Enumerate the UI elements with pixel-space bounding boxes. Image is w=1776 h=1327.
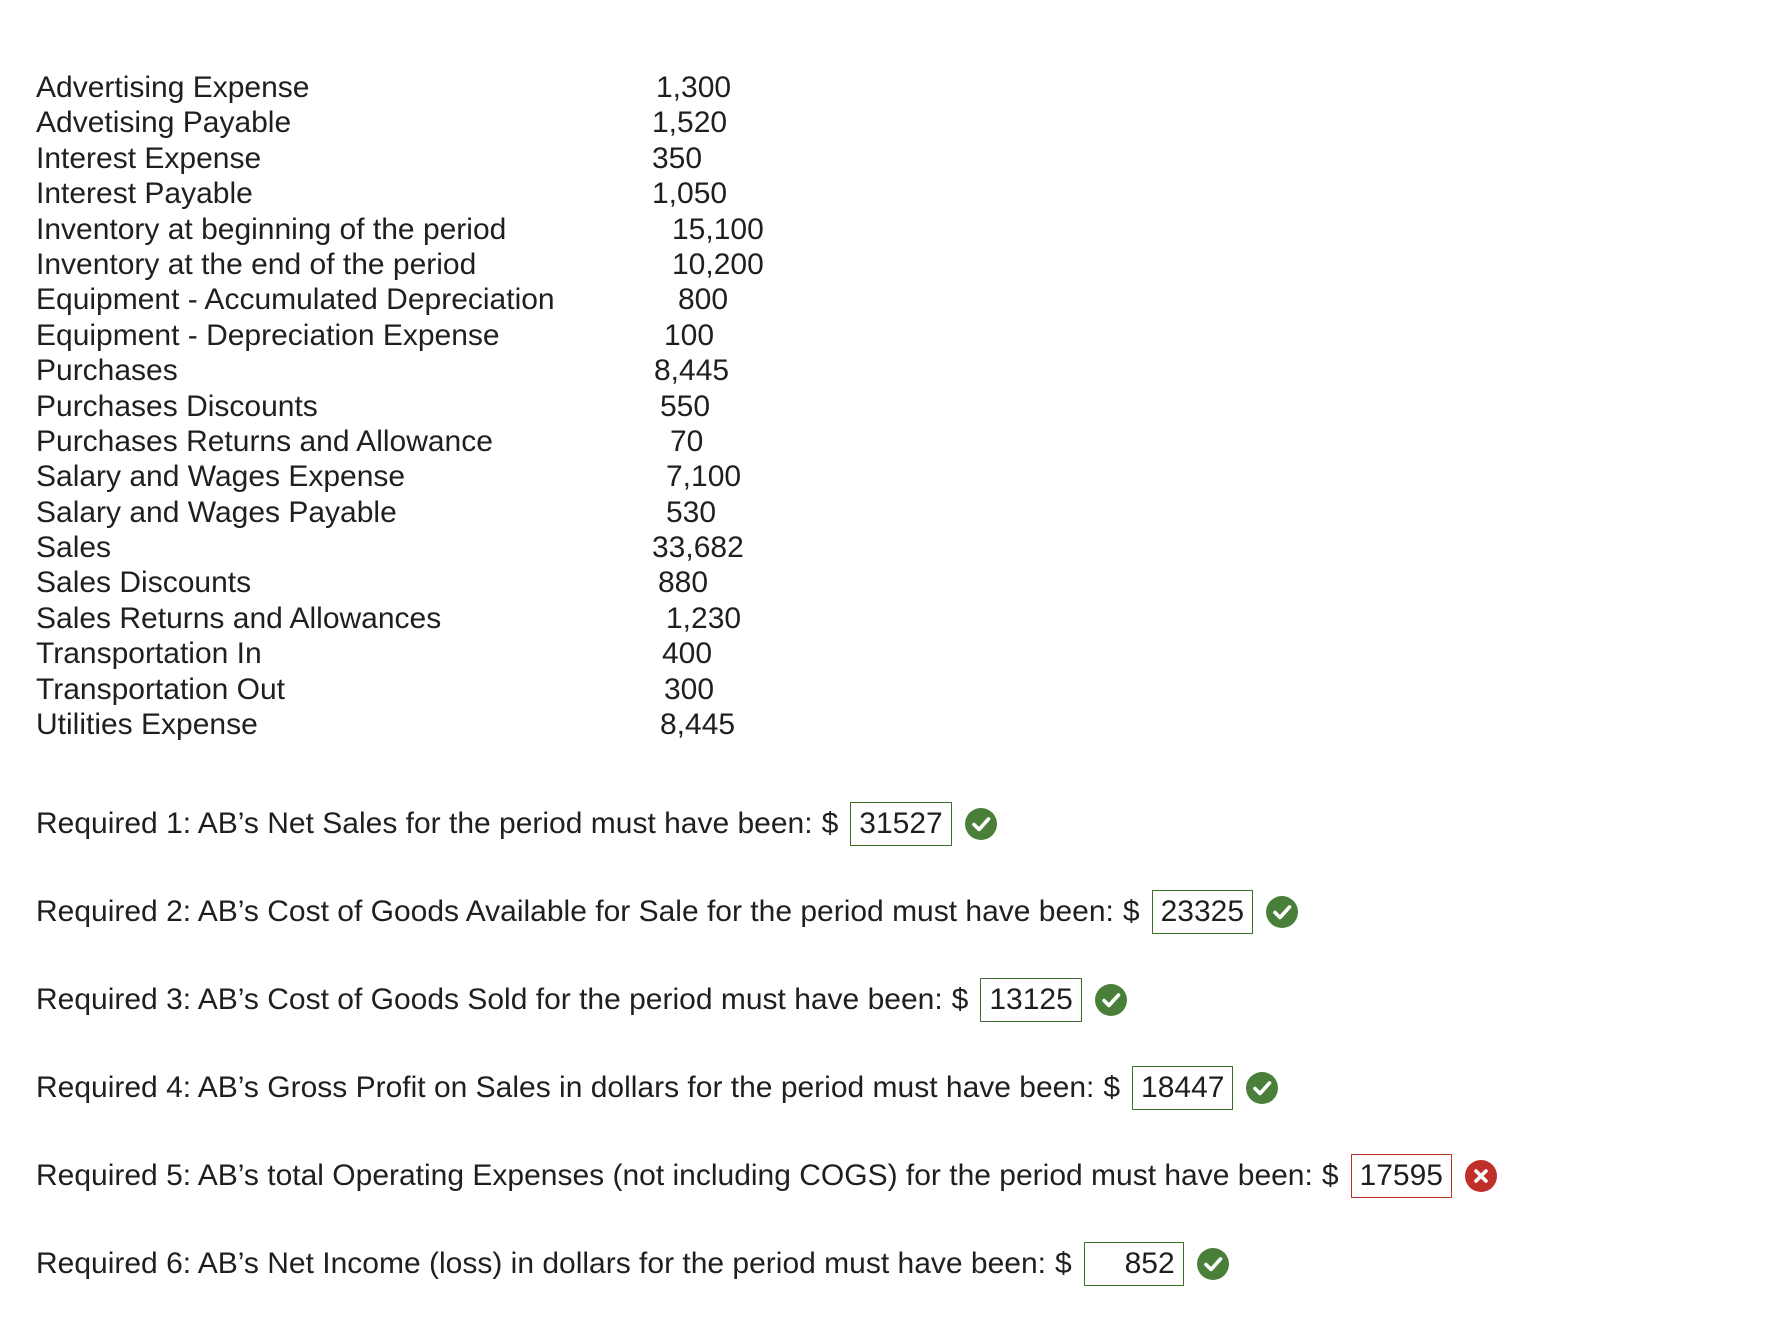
answer-input[interactable]: 852 xyxy=(1084,1242,1184,1286)
question-text: Required 5: AB’s total Operating Expenses (not including COGS) for the period must have been: xyxy=(36,1159,1313,1192)
check-circle-icon xyxy=(964,807,998,841)
question-text: Required 1: AB’s Net Sales for the period must have been: xyxy=(36,807,813,840)
check-circle-icon xyxy=(1265,895,1299,929)
answer-input[interactable]: 31527 xyxy=(850,802,951,846)
account-row xyxy=(36,565,796,600)
account-name: Advetising Payable xyxy=(36,106,292,140)
account-row xyxy=(36,247,796,282)
question-row-6 xyxy=(36,1220,1736,1308)
account-name: Transportation In xyxy=(36,637,262,671)
answer-input[interactable]: 17595 xyxy=(1351,1154,1452,1198)
account-name: Purchases xyxy=(36,354,178,388)
answer-input[interactable]: 13125 xyxy=(980,978,1081,1022)
account-amount: 350 xyxy=(652,141,703,175)
account-amount: 1,520 xyxy=(652,106,728,140)
account-list xyxy=(36,70,796,742)
account-row xyxy=(36,424,796,459)
account-row xyxy=(36,530,796,565)
account-name: Equipment - Depreciation Expense xyxy=(36,318,500,352)
question-row-4 xyxy=(36,1044,1736,1132)
account-row xyxy=(36,176,796,211)
account-name: Interest Payable xyxy=(36,177,253,211)
account-name: Advertising Expense xyxy=(36,71,310,104)
currency-symbol: $ xyxy=(821,807,839,840)
currency-symbol: $ xyxy=(1054,1247,1072,1280)
account-name: Inventory at the end of the period xyxy=(36,247,477,281)
account-name: Salary and Wages Expense xyxy=(36,460,406,494)
account-amount: 400 xyxy=(662,637,713,671)
account-name: Salary and Wages Payable xyxy=(36,495,397,529)
account-name: Interest Expense xyxy=(36,141,262,175)
account-row xyxy=(36,282,796,317)
account-row xyxy=(36,353,796,388)
account-row xyxy=(36,459,796,494)
question-text: Required 3: AB’s Cost of Goods Sold for the period must have been: xyxy=(36,983,943,1016)
check-circle-icon xyxy=(1196,1247,1230,1281)
account-amount: 550 xyxy=(660,389,711,423)
answer-input[interactable]: 18447 xyxy=(1132,1066,1233,1110)
account-amount: 300 xyxy=(664,672,715,706)
account-name: Purchases Returns and Allowance xyxy=(36,424,493,458)
answer-input[interactable]: 23325 xyxy=(1152,890,1253,934)
currency-symbol: $ xyxy=(1122,895,1140,928)
account-amount: 1,300 xyxy=(656,71,732,104)
account-name: Utilities Expense xyxy=(36,708,258,742)
account-amount: 8,445 xyxy=(660,708,736,742)
account-row xyxy=(36,212,796,247)
account-name: Equipment - Accumulated Depreciation xyxy=(36,283,555,317)
account-row xyxy=(36,672,796,707)
account-row xyxy=(36,318,796,353)
account-name: Sales Discounts xyxy=(36,566,252,600)
account-amount: 70 xyxy=(670,424,704,458)
question-text: Required 2: AB’s Cost of Goods Available for Sale for the period must have been: xyxy=(36,895,1114,928)
account-name: Inventory at beginning of the period xyxy=(36,212,507,246)
account-row xyxy=(36,141,796,176)
account-amount: 7,100 xyxy=(666,460,742,494)
account-amount: 1,050 xyxy=(652,177,728,211)
account-row xyxy=(36,70,796,105)
account-row xyxy=(36,707,796,742)
currency-symbol: $ xyxy=(951,983,969,1016)
x-circle-icon xyxy=(1464,1159,1498,1193)
question-row-1 xyxy=(36,780,1736,868)
account-row xyxy=(36,495,796,530)
required-questions xyxy=(36,780,1736,1308)
question-row-2 xyxy=(36,868,1736,956)
account-amount: 8,445 xyxy=(654,354,730,388)
question-row-3 xyxy=(36,956,1736,1044)
question-text: Required 6: AB’s Net Income (loss) in dollars for the period must have been: xyxy=(36,1247,1046,1280)
currency-symbol: $ xyxy=(1103,1071,1121,1104)
account-name: Sales Returns and Allowances xyxy=(36,601,442,635)
account-amount: 15,100 xyxy=(672,212,764,246)
question-row-5 xyxy=(36,1132,1736,1220)
account-amount: 100 xyxy=(664,318,715,352)
account-row xyxy=(36,105,796,140)
account-amount: 33,682 xyxy=(652,531,744,565)
account-row xyxy=(36,601,796,636)
currency-symbol: $ xyxy=(1321,1159,1339,1192)
check-circle-icon xyxy=(1094,983,1128,1017)
account-amount: 1,230 xyxy=(666,601,742,635)
account-amount: 530 xyxy=(666,495,717,529)
account-row xyxy=(36,636,796,671)
account-row xyxy=(36,389,796,424)
check-circle-icon xyxy=(1245,1071,1279,1105)
account-amount: 800 xyxy=(678,283,729,317)
question-text: Required 4: AB’s Gross Profit on Sales in dollars for the period must have been: xyxy=(36,1071,1095,1104)
account-name: Purchases Discounts xyxy=(36,389,318,423)
account-name: Sales xyxy=(36,531,112,565)
account-name: Transportation Out xyxy=(36,672,286,706)
account-amount: 880 xyxy=(658,566,709,600)
account-amount: 10,200 xyxy=(672,247,764,281)
